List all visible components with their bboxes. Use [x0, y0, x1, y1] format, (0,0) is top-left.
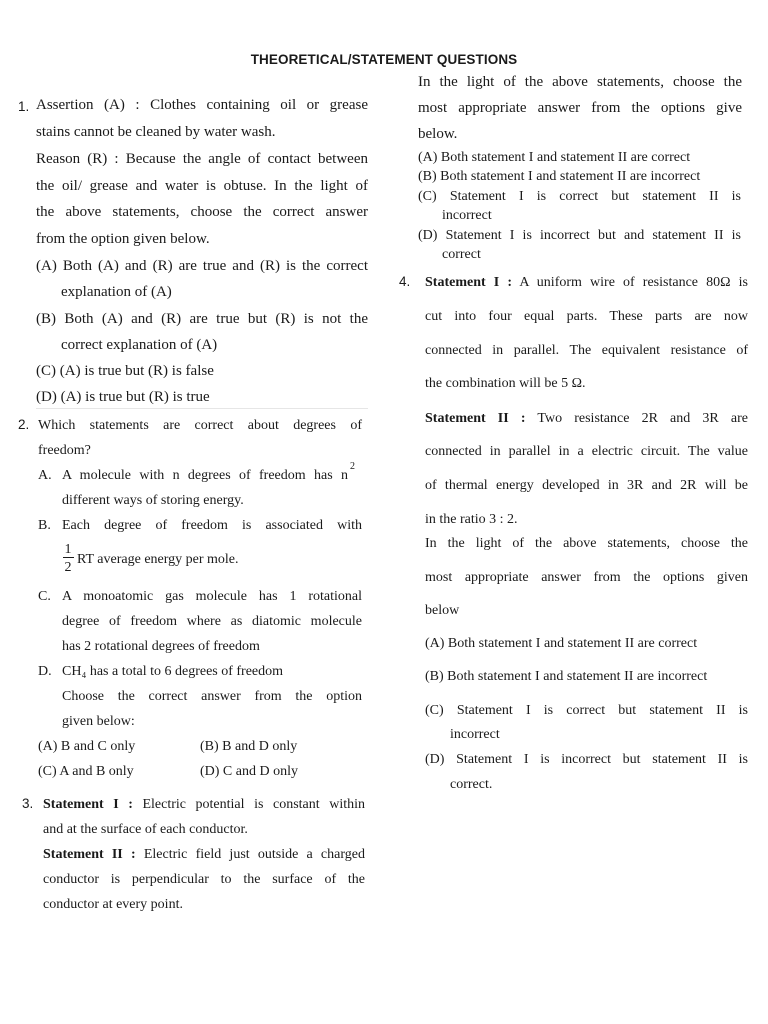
statement-1: cut into four equal parts. These parts are now	[425, 309, 748, 324]
option-c: (C) A and B only	[38, 764, 134, 779]
page-title: THEORETICAL/STATEMENT QUESTIONS	[250, 52, 518, 67]
statement-text: A uniform wire of resistance 80Ω is	[512, 275, 748, 290]
option-a: explanation of (A)	[61, 284, 172, 300]
reason-text: the oil/ grease and water is obtuse. In the light of	[36, 178, 368, 194]
statement-2: connected in parallel in a electric circuit. The value	[425, 444, 748, 459]
statement-label: Statement I :	[425, 275, 512, 290]
statement-label: Statement II :	[43, 847, 136, 862]
statement-2: in the ratio 3 : 2.	[425, 512, 518, 527]
question-stem: Which statements are correct about degrees of	[38, 418, 362, 433]
statement-1: connected in parallel. The equivalent resistance of	[425, 343, 748, 358]
question-number: 2.	[18, 417, 30, 432]
statement-2: conductor at every point.	[43, 897, 183, 912]
option-d: correct.	[450, 777, 493, 792]
option-c: incorrect	[442, 208, 492, 223]
divider	[36, 408, 368, 409]
option-a: (A) Both statement I and statement II are correct	[418, 150, 691, 165]
question-number: 3.	[22, 796, 34, 811]
statement-text: Two resistance 2R and 3R are	[525, 411, 748, 426]
option-b: (B) Both statement I and statement II are incorrect	[418, 169, 701, 184]
option-c: (C) (A) is true but (R) is false	[36, 363, 214, 379]
option-d: correct	[442, 247, 481, 262]
assertion-text: stains cannot be cleaned by water wash.	[36, 124, 276, 140]
fraction-denominator: 2	[64, 560, 72, 575]
option-a: (A) Both (A) and (R) are true and (R) is the correct	[36, 258, 368, 274]
option-c: incorrect	[450, 727, 500, 742]
statement-1	[43, 797, 365, 813]
fraction-bar	[63, 557, 74, 558]
statement-a: A molecule with n degrees of freedom has n	[62, 468, 348, 483]
choose-instruction: most appropriate answer from the options give	[418, 100, 742, 116]
question-number: 1.	[18, 99, 30, 114]
statement-b: Each degree of freedom is associated with	[62, 518, 362, 533]
statement-a: different ways of storing energy.	[62, 493, 244, 508]
choose-instruction: below.	[418, 126, 458, 142]
statement-label: Statement II :	[425, 411, 526, 426]
choose-instruction: given below:	[62, 714, 135, 729]
question-stem: freedom?	[38, 443, 91, 458]
option-d: (D) C and D only	[200, 764, 298, 779]
statement-text: Electric potential is constant within	[132, 797, 365, 812]
option-d: (D) Statement I is incorrect but statement II is	[425, 752, 748, 767]
reason-text: the above statements, choose the correct answer	[36, 204, 368, 220]
fraction-numerator: 1	[64, 542, 72, 557]
option-c: (C) Statement I is correct but statement II is	[425, 703, 748, 718]
option-a: (A) B and C only	[38, 739, 136, 754]
statement-2	[43, 847, 365, 863]
reason-text: from the option given below.	[36, 231, 210, 247]
reason-text: Reason (R) : Because the angle of contact between	[36, 151, 368, 167]
statement-label: Statement I :	[43, 797, 133, 812]
statement-c: A monoatomic gas molecule has 1 rotational	[62, 589, 362, 604]
statement-text: Electric field just outside a charged	[135, 847, 365, 862]
statement-2: of thermal energy developed in 3R and 2R will be	[425, 478, 748, 493]
option-c: (C) Statement I is correct but statement II is	[418, 189, 741, 204]
statement-2: conductor is perpendicular to the surface of the	[43, 872, 365, 887]
statement-c: has 2 rotational degrees of freedom	[62, 639, 260, 654]
statement-b: RT average energy per mole.	[77, 552, 239, 567]
statement-label: A.	[38, 468, 52, 483]
statement-d: CH₄ has a total to 6 degrees of freedom	[62, 664, 284, 679]
choose-instruction: most appropriate answer from the options given	[425, 570, 748, 585]
statement-1: the combination will be 5 Ω.	[425, 376, 586, 391]
choose-instruction: below	[425, 603, 460, 618]
option-b: (B) Both (A) and (R) are true but (R) is not the	[36, 311, 368, 327]
question-number: 4.	[399, 274, 411, 289]
option-d: (D) Statement I is incorrect but and statement II is	[418, 228, 741, 243]
statement-1	[425, 275, 748, 291]
statement-label: B.	[38, 518, 51, 533]
statement-label: D.	[38, 664, 52, 679]
choose-instruction: Choose the correct answer from the option	[62, 689, 362, 704]
option-b: (B) B and D only	[200, 739, 298, 754]
statement-label: C.	[38, 589, 51, 604]
assertion-text: Assertion (A) : Clothes containing oil or grease	[36, 97, 368, 113]
statement-2	[425, 411, 748, 427]
choose-instruction: In the light of the above statements, choose the	[418, 74, 742, 90]
choose-instruction: In the light of the above statements, choose the	[425, 536, 748, 551]
statement-1: and at the surface of each conductor.	[43, 822, 248, 837]
option-a: (A) Both statement I and statement II are correct	[425, 636, 698, 651]
statement-c: degree of freedom where as diatomic molecule	[62, 614, 362, 629]
option-b: (B) Both statement I and statement II are incorrect	[425, 669, 708, 684]
superscript: 2	[350, 461, 355, 472]
option-d: (D) (A) is true but (R) is true	[36, 389, 210, 405]
option-b: correct explanation of (A)	[61, 337, 218, 353]
